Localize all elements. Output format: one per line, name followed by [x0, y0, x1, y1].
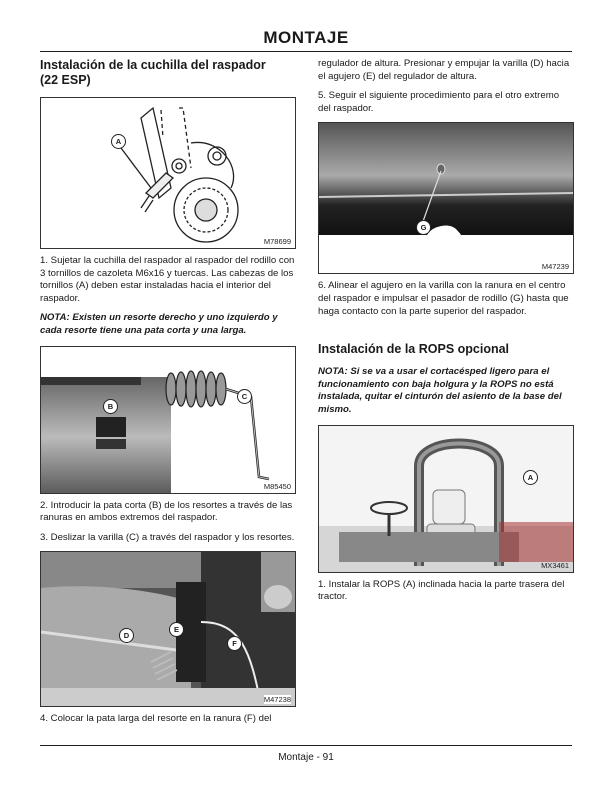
step-1-text: 1. Sujetar la cuchilla del raspador al raspador del rodillo con 3 tornillos de cazoleta M6x16 y tuercas. Las cabezas de los tornillos (A) deben estar instaladas hacia el interior del raspador.	[40, 255, 295, 304]
footer-rule	[40, 745, 572, 746]
callout-e: E	[169, 622, 184, 637]
callout-g: G	[416, 220, 431, 235]
callout-a: A	[523, 470, 538, 485]
page-title: MONTAJE	[263, 28, 349, 47]
section-heading-line-1: Instalación de la cuchilla del raspador	[40, 58, 266, 72]
roll-pin-photo	[319, 123, 573, 273]
springs-photo	[41, 347, 295, 493]
rops-photo	[319, 426, 573, 572]
callout-d: D	[119, 628, 134, 643]
callout-c: C	[237, 389, 252, 404]
figure-rod-regulator	[40, 551, 296, 707]
right-column	[318, 58, 574, 611]
callout-f: F	[227, 636, 242, 651]
continued-text: regulador de altura. Presionar y empujar la varilla (D) hacia el agujero (E) del regulador de altura.	[318, 58, 570, 82]
figure-springs	[40, 346, 296, 494]
figure-code: M85450	[263, 481, 291, 491]
figure-roll-pin	[318, 122, 574, 274]
section-heading-rops: Instalación de la ROPS opcional	[318, 342, 510, 357]
step-3-text: 3. Deslizar la varilla (C) a través del raspador y los resortes.	[40, 531, 295, 543]
note-rops: NOTA: Si se va a usar el cortacésped ligero para el funcionamiento con baja holgura y la ROPS no está instalada, quitar el cinturón del asiento de la base del mismo.	[318, 366, 562, 415]
rod-regulator-photo	[41, 552, 295, 706]
note-springs: NOTA: Existen un resorte derecho y uno izquierdo y cada resorte tiene una pata corta y una larga.	[40, 312, 278, 336]
figure-code: M78699	[263, 237, 291, 246]
figure-scraper-blade	[40, 97, 296, 249]
page-footer: Montaje - 91	[278, 752, 334, 763]
figure-code: M47238	[263, 695, 291, 705]
scraper-blade-illustration	[41, 98, 295, 248]
callout-a: A	[111, 134, 126, 149]
left-column	[40, 58, 296, 733]
step-2-text: 2. Introducir la pata corta (B) de los resortes a través de las ranuras en ambos extremos del raspador.	[40, 499, 293, 524]
figure-rops	[318, 425, 574, 573]
figure-code: MX3461	[541, 560, 569, 570]
rops-step-1-text: 1. Instalar la ROPS (A) inclinada hacia la parte trasera del tractor.	[318, 578, 565, 603]
header-rule	[40, 51, 572, 52]
figure-code: M47239	[541, 262, 569, 272]
step-5-text: 5. Seguir el siguiente procedimiento para el otro extremo del raspador.	[318, 90, 560, 114]
section-heading-scraper-blade	[40, 58, 296, 88]
section-heading-line-2: (22 ESP)	[40, 73, 91, 87]
step-6-text: 6. Alinear el agujero en la varilla con la ranura en el centro del raspador e impulsar el pasador de rodillo (G) hasta que haga contacto con la parte superior del raspador.	[318, 280, 569, 317]
callout-b: B	[103, 399, 118, 414]
step-4-text: 4. Colocar la pata larga del resorte en la ranura (F) del	[40, 713, 272, 725]
